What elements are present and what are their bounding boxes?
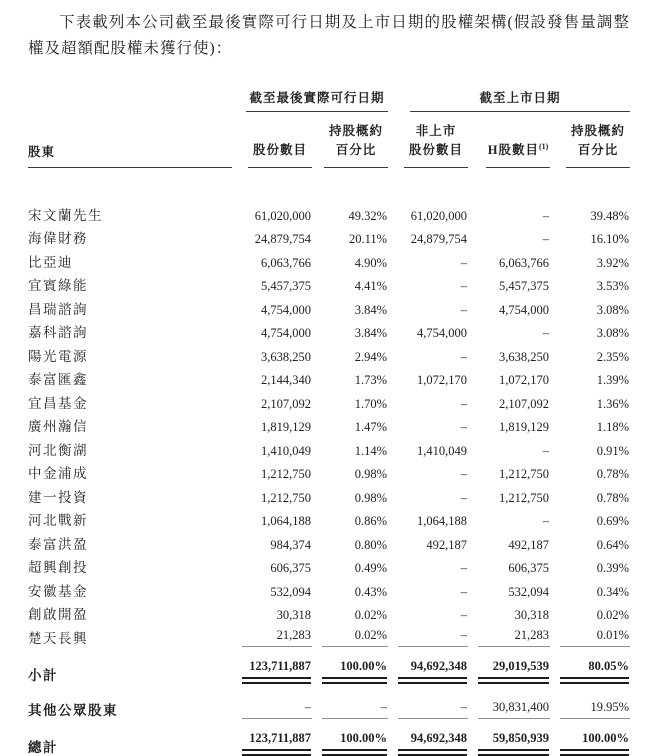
cell-unlisted-shares: – xyxy=(460,279,468,293)
cell-pct-listing: 0.34% xyxy=(596,584,630,599)
cell-unlisted-shares: – xyxy=(460,255,468,270)
cell-h-shares: 1,072,170 xyxy=(499,373,550,387)
cell-unlisted-shares: – xyxy=(460,561,468,575)
shareholder-name: 創啟開盈 xyxy=(28,607,88,622)
double-rule xyxy=(322,677,387,684)
cell-pct-latest: 1.47% xyxy=(354,420,388,434)
cell-h-shares: 532,094 xyxy=(508,584,550,599)
shareholder-name: 楚天長興 xyxy=(28,630,88,646)
cell-pct-listing: 16.10% xyxy=(590,232,630,246)
table-cell xyxy=(312,341,388,365)
table-cell xyxy=(468,318,550,342)
table-cell xyxy=(550,412,630,436)
cell-unlisted-shares: – xyxy=(460,700,468,714)
table-row xyxy=(28,224,630,248)
table-cell xyxy=(312,168,388,224)
table-cell xyxy=(550,294,630,318)
cell-unlisted-shares: 1,410,049 xyxy=(417,443,468,458)
table-cell xyxy=(388,247,468,271)
cell-shares-latest: 984,374 xyxy=(270,537,311,552)
table-row xyxy=(28,506,630,530)
cell-shares-latest: 1,212,750 xyxy=(261,490,311,505)
table-row xyxy=(28,553,630,577)
cell-pct-listing: 1.39% xyxy=(596,373,630,387)
cell-h-shares: 29,019,539 xyxy=(492,658,550,673)
cell-pct-latest: 0.43% xyxy=(354,584,388,599)
table-cell xyxy=(468,247,550,271)
cell-pct-latest: 0.98% xyxy=(354,490,388,505)
table-cell xyxy=(388,482,468,506)
table-cell xyxy=(550,224,630,248)
cell-pct-listing: 3.08% xyxy=(596,302,630,317)
table-row xyxy=(28,459,630,483)
double-rule xyxy=(478,749,549,756)
cell-pct-listing: 0.02% xyxy=(596,608,630,622)
table-cell xyxy=(468,600,550,624)
cell-pct-listing: 39.48% xyxy=(590,208,630,223)
table-row xyxy=(28,341,630,365)
table-cell xyxy=(550,435,630,459)
cell-pct-latest: 4.90% xyxy=(354,255,388,270)
table-cell xyxy=(232,719,312,756)
cell-pct-listing: 0.01% xyxy=(596,627,630,642)
shareholder-name: 河北衡湖 xyxy=(28,442,88,458)
cell-shares-latest: 1,064,188 xyxy=(261,514,311,528)
cell-pct-listing: 3.53% xyxy=(596,279,630,293)
table-cell xyxy=(388,459,468,483)
shareholder-name: 建一投資 xyxy=(28,489,88,505)
table-cell xyxy=(312,684,388,720)
table-cell xyxy=(388,318,468,342)
shareholding-table xyxy=(28,78,630,756)
table-cell xyxy=(388,719,468,756)
table-cell xyxy=(388,576,468,600)
table-cell xyxy=(468,294,550,318)
cell-pct-latest: 20.11% xyxy=(348,232,388,246)
cell-pct-latest: 1.14% xyxy=(354,443,388,458)
cell-pct-latest: 0.98% xyxy=(354,467,388,481)
group-header-listing-date-label: 截至上市日期 xyxy=(410,88,630,112)
shareholder-name: 超興創投 xyxy=(28,560,88,575)
cell-pct-latest: 100.00% xyxy=(340,731,388,745)
table-row xyxy=(28,168,630,224)
table-row xyxy=(28,365,630,389)
column-header-h-shares: H股數目$^{(1)}$ xyxy=(468,112,550,168)
cell-unlisted-shares: – xyxy=(460,396,468,411)
table-cell xyxy=(232,529,312,553)
cell-unlisted-shares: 1,072,170 xyxy=(417,373,468,387)
double-rule xyxy=(478,677,549,684)
cell-unlisted-shares: 94,692,348 xyxy=(410,731,468,745)
shareholder-name: 比亞迪 xyxy=(28,254,73,270)
table-cell xyxy=(312,294,388,318)
table-cell xyxy=(468,365,550,389)
cell-shares-latest: 61,020,000 xyxy=(254,208,311,223)
table-row xyxy=(28,482,630,506)
table-cell xyxy=(550,623,630,647)
table-cell xyxy=(468,388,550,412)
cell-pct-latest: 0.02% xyxy=(354,608,388,622)
cell-unlisted-shares: – xyxy=(460,584,468,599)
table-cell xyxy=(550,388,630,412)
cell-pct-listing: 1.36% xyxy=(596,396,630,411)
double-rule xyxy=(560,749,629,756)
table-cell xyxy=(312,365,388,389)
table-cell xyxy=(232,647,312,684)
table-cell xyxy=(232,294,312,318)
table-cell xyxy=(388,271,468,295)
cell-h-shares: 492,187 xyxy=(508,537,550,552)
double-rule xyxy=(398,677,467,684)
table-row xyxy=(28,600,630,624)
table-cell xyxy=(468,482,550,506)
table-cell xyxy=(550,506,630,530)
table-cell xyxy=(468,435,550,459)
cell-shares-latest: 2,107,092 xyxy=(261,396,311,411)
cell-h-shares: 30,318 xyxy=(514,608,550,622)
cell-unlisted-shares: – xyxy=(460,490,468,505)
footnote-marker: (1) xyxy=(538,141,549,151)
cell-h-shares: 4,754,000 xyxy=(499,302,550,317)
table-cell xyxy=(232,435,312,459)
cell-h-shares: 2,107,092 xyxy=(499,396,550,411)
table-cell xyxy=(232,553,312,577)
table-cell xyxy=(312,247,388,271)
double-rule xyxy=(560,677,629,684)
table-row-other xyxy=(28,684,630,720)
cell-shares-latest: 1,410,049 xyxy=(261,443,311,458)
cell-shares-latest: 532,094 xyxy=(270,584,311,599)
table-row xyxy=(28,294,630,318)
table-cell xyxy=(388,435,468,459)
cell-unlisted-shares: 1,064,188 xyxy=(417,514,468,528)
table-cell xyxy=(232,412,312,436)
table-cell xyxy=(312,623,388,647)
table-cell xyxy=(388,341,468,365)
table-cell xyxy=(388,294,468,318)
cell-pct-listing: 0.78% xyxy=(596,467,630,481)
double-rule xyxy=(242,749,311,756)
cell-h-shares: 1,819,129 xyxy=(499,420,550,434)
table-cell xyxy=(468,459,550,483)
table-cell xyxy=(468,529,550,553)
table-cell xyxy=(312,576,388,600)
table-cell xyxy=(312,647,388,684)
shareholder-name: 海偉財務 xyxy=(28,231,88,246)
table-cell xyxy=(232,168,312,224)
table-cell xyxy=(312,719,388,756)
group-header-listing-date xyxy=(388,78,630,112)
table-cell xyxy=(468,412,550,436)
cell-pct-latest: – xyxy=(380,700,388,714)
table-row xyxy=(28,529,630,553)
cell-pct-listing: 3.08% xyxy=(596,326,630,340)
cell-h-shares: – xyxy=(542,443,550,458)
cell-h-shares: – xyxy=(542,208,550,223)
cell-pct-listing: 0.39% xyxy=(596,561,630,575)
cell-pct-latest: 1.73% xyxy=(354,373,388,387)
cell-pct-latest: 0.49% xyxy=(354,561,388,575)
column-header-shares-latest: 股份數目 xyxy=(232,112,312,168)
cell-pct-latest: 2.94% xyxy=(354,349,388,364)
cell-h-shares: – xyxy=(542,514,550,528)
table-row xyxy=(28,576,630,600)
table-cell xyxy=(232,365,312,389)
shareholder-name: 安徽基金 xyxy=(28,583,88,599)
cell-shares-latest: 1,212,750 xyxy=(261,467,311,481)
cell-h-shares: 21,283 xyxy=(514,627,550,642)
table-row xyxy=(28,247,630,271)
cell-shares-latest: – xyxy=(304,700,311,714)
table-cell xyxy=(550,271,630,295)
cell-shares-latest: 2,144,340 xyxy=(261,373,311,387)
table-body xyxy=(28,168,630,756)
cell-shares-latest: 1,819,129 xyxy=(261,420,311,434)
cell-pct-latest: 100.00% xyxy=(340,658,388,673)
table-cell xyxy=(312,459,388,483)
cell-pct-listing: 2.35% xyxy=(596,349,630,364)
table-cell xyxy=(232,318,312,342)
cell-unlisted-shares: 61,020,000 xyxy=(410,208,468,223)
column-header-pct-listing: 持股概約 百分比 xyxy=(550,112,630,168)
table-row xyxy=(28,388,630,412)
shareholder-name: 廣州瀚信 xyxy=(28,419,88,434)
table-cell xyxy=(232,600,312,624)
table-cell xyxy=(388,600,468,624)
table-cell xyxy=(388,412,468,436)
cell-pct-listing: 3.92% xyxy=(596,255,630,270)
cell-pct-latest: 3.84% xyxy=(354,302,388,317)
table-cell xyxy=(550,684,630,720)
table-cell xyxy=(312,388,388,412)
table-cell xyxy=(550,168,630,224)
cell-pct-latest: 4.41% xyxy=(354,279,388,293)
cell-unlisted-shares: – xyxy=(460,608,468,622)
cell-shares-latest: 3,638,250 xyxy=(261,349,311,364)
table-cell xyxy=(312,435,388,459)
table-cell xyxy=(550,647,630,684)
cell-pct-listing: 19.95% xyxy=(590,700,630,714)
shareholder-name: 泰富洪盈 xyxy=(28,536,88,552)
table-cell xyxy=(468,719,550,756)
shareholder-name: 宋文蘭先生 xyxy=(28,207,103,223)
cell-unlisted-shares: – xyxy=(460,349,468,364)
intro-paragraph: 下表載列本公司截至最後實際可行日期及上市日期的股權架構(假設發售量調整權及超額配股權未獲行使)： xyxy=(28,14,630,57)
column-header-unlisted-shares: 非上市 股份數目 xyxy=(388,112,468,168)
cell-pct-listing: 100.00% xyxy=(582,731,630,745)
cell-pct-latest: 3.84% xyxy=(354,326,388,340)
cell-pct-latest: 0.02% xyxy=(354,627,388,642)
cell-h-shares: – xyxy=(542,232,550,246)
cell-pct-listing: 80.05% xyxy=(588,658,630,673)
table-row xyxy=(28,318,630,342)
cell-unlisted-shares: – xyxy=(460,420,468,434)
cell-pct-listing: 0.78% xyxy=(596,490,630,505)
table-cell xyxy=(232,684,312,720)
cell-pct-listing: 1.18% xyxy=(596,420,630,434)
table-cell xyxy=(550,341,630,365)
table-cell xyxy=(232,623,312,647)
table-cell xyxy=(468,553,550,577)
cell-unlisted-shares: – xyxy=(460,467,468,481)
table-cell xyxy=(232,482,312,506)
table-cell xyxy=(232,247,312,271)
table-cell xyxy=(550,529,630,553)
table-cell xyxy=(468,576,550,600)
table-cell xyxy=(468,271,550,295)
table-cell xyxy=(468,168,550,224)
table-row-total xyxy=(28,719,630,756)
group-header-spacer xyxy=(28,78,232,112)
group-header-latest-practicable-label: 截至最後實際可行日期 xyxy=(246,88,388,112)
cell-h-shares: 606,375 xyxy=(508,561,550,575)
double-rule xyxy=(398,749,467,756)
cell-h-shares: 59,850,939 xyxy=(492,731,550,745)
table-cell xyxy=(232,576,312,600)
table-cell xyxy=(388,388,468,412)
group-header-row xyxy=(28,78,630,112)
table-cell xyxy=(388,684,468,720)
cell-pct-latest: 49.32% xyxy=(348,208,388,223)
table-cell xyxy=(388,168,468,224)
table-cell xyxy=(550,719,630,756)
cell-shares-latest: 123,711,887 xyxy=(249,658,311,673)
cell-h-shares: 5,457,375 xyxy=(499,279,550,293)
shareholder-name: 小計 xyxy=(28,667,58,683)
cell-unlisted-shares: – xyxy=(460,302,468,317)
shareholder-name: 其他公眾股東 xyxy=(28,703,118,718)
cell-h-shares: – xyxy=(542,326,550,340)
cell-shares-latest: 5,457,375 xyxy=(261,279,311,293)
table-cell xyxy=(232,224,312,248)
cell-pct-latest: 0.80% xyxy=(354,537,388,552)
table-cell xyxy=(550,600,630,624)
cell-pct-listing: 0.64% xyxy=(596,537,630,552)
cell-shares-latest: 30,318 xyxy=(276,608,311,622)
table-cell xyxy=(468,341,550,365)
table-cell xyxy=(312,553,388,577)
table-cell xyxy=(232,506,312,530)
table-cell xyxy=(388,224,468,248)
double-rule xyxy=(242,677,311,684)
cell-unlisted-shares: 24,879,754 xyxy=(410,232,468,246)
table-cell xyxy=(550,247,630,271)
column-header-row xyxy=(28,112,630,168)
table-cell xyxy=(312,318,388,342)
double-rule xyxy=(322,749,387,756)
cell-pct-listing: 0.69% xyxy=(596,514,630,528)
table-cell xyxy=(312,412,388,436)
shareholder-name: 泰富匯鑫 xyxy=(28,372,88,387)
shareholder-name: 河北戰新 xyxy=(28,513,88,528)
table-cell xyxy=(468,684,550,720)
table-cell xyxy=(312,224,388,248)
table-cell xyxy=(550,459,630,483)
table-cell xyxy=(468,506,550,530)
group-header-latest-practicable xyxy=(232,78,388,112)
table-cell xyxy=(388,553,468,577)
table-cell xyxy=(388,647,468,684)
table-cell xyxy=(388,529,468,553)
cell-unlisted-shares: – xyxy=(460,627,468,642)
cell-pct-listing: 0.91% xyxy=(596,443,630,458)
table-cell xyxy=(388,506,468,530)
shareholder-name: 昌瑞諮詢 xyxy=(28,301,88,317)
cell-unlisted-shares: 492,187 xyxy=(426,537,468,552)
shareholder-name: 嘉科諮詢 xyxy=(28,325,88,340)
table-cell xyxy=(312,506,388,530)
table-cell xyxy=(312,529,388,553)
table-cell xyxy=(468,623,550,647)
table-row xyxy=(28,271,630,295)
table-row xyxy=(28,623,630,647)
column-header-pct-latest: 持股概約 百分比 xyxy=(312,112,388,168)
column-header-shareholder: 股東 xyxy=(28,112,232,168)
table-cell xyxy=(550,553,630,577)
table-cell xyxy=(550,365,630,389)
cell-h-shares: 6,063,766 xyxy=(499,255,550,270)
table-cell xyxy=(550,318,630,342)
cell-shares-latest: 4,754,000 xyxy=(261,326,311,340)
cell-shares-latest: 123,711,887 xyxy=(249,731,311,745)
table-cell xyxy=(312,482,388,506)
table-cell xyxy=(312,600,388,624)
cell-shares-latest: 24,879,754 xyxy=(254,232,311,246)
table-cell xyxy=(388,623,468,647)
shareholder-name: 宜昌基金 xyxy=(28,395,88,411)
cell-h-shares: 3,638,250 xyxy=(499,349,550,364)
table-cell xyxy=(550,482,630,506)
table-cell xyxy=(232,341,312,365)
table-cell xyxy=(468,224,550,248)
table-cell xyxy=(232,271,312,295)
table-cell xyxy=(468,647,550,684)
table-row xyxy=(28,435,630,459)
cell-unlisted-shares: 4,754,000 xyxy=(417,326,468,340)
shareholder-name: 總計 xyxy=(28,740,58,755)
table-cell xyxy=(388,365,468,389)
table-cell xyxy=(232,388,312,412)
cell-shares-latest: 6,063,766 xyxy=(261,255,311,270)
cell-shares-latest: 606,375 xyxy=(270,561,311,575)
cell-unlisted-shares: 94,692,348 xyxy=(410,658,468,673)
shareholder-name: 陽光電源 xyxy=(28,348,88,364)
table-cell xyxy=(312,271,388,295)
cell-shares-latest: 4,754,000 xyxy=(261,302,311,317)
cell-pct-latest: 1.70% xyxy=(354,396,388,411)
table-row-subtotal xyxy=(28,647,630,684)
table-cell xyxy=(232,459,312,483)
table-row xyxy=(28,412,630,436)
shareholder-name: 宜賓綠能 xyxy=(28,278,88,293)
cell-shares-latest: 21,283 xyxy=(276,627,311,642)
shareholder-name: 中金浦成 xyxy=(28,466,88,481)
cell-h-shares: 30,831,400 xyxy=(492,700,550,714)
cell-pct-latest: 0.86% xyxy=(354,514,388,528)
cell-h-shares: 1,212,750 xyxy=(499,467,550,481)
table-header xyxy=(28,78,630,168)
table-cell xyxy=(550,576,630,600)
cell-h-shares: 1,212,750 xyxy=(499,490,550,505)
